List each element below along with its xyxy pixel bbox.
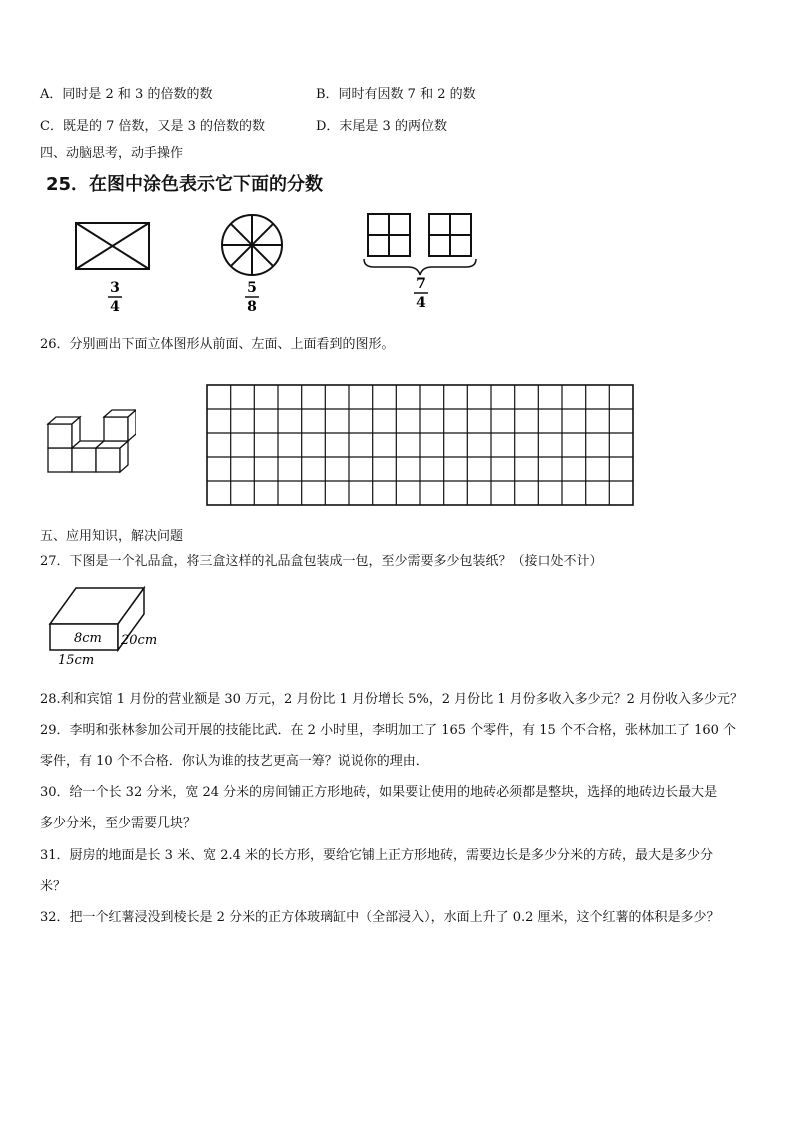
fraction-numerator: 7 [416,276,426,292]
gift-box-figure [44,584,174,668]
question-25-text: 25．在图中涂色表示它下面的分数 [46,174,324,195]
option-a: A．同时是 2 和 3 的倍数的数 [40,87,213,102]
question-27-text: 27．下图是一个礼品盒，将三盒这样的礼品盒包装成一包，至少需要多少包装纸？（接口处不计） [40,554,603,569]
dimension-width-label: 20cm [121,633,158,648]
circle-eight-sectors [222,215,282,275]
question-26-text: 26．分别画出下面立体图形从前面、左面、上面看到的图形。 [40,337,395,352]
question-28-text: 28.利和宾馆 1 月份的营业额是 30 万元，2 月份比 1 月份增长 5%，2 月份比 1 月份多收入多少元？2 月份收入多少元？ [40,692,744,707]
dimension-height-label: 8cm [74,631,102,646]
question-32-text: 32．把一个红薯浸没到棱长是 2 分米的正方体玻璃缸中（全部浸入），水面上升了 0.2 厘米，这个红薯的体积是多少？ [40,910,720,925]
fraction-3-4 [108,280,122,315]
drawing-grid [206,384,634,506]
two-quartered-squares [368,214,471,256]
brace [364,259,476,275]
fraction-numerator: 5 [247,280,257,296]
rectangle-with-diagonals [76,223,149,269]
fraction-denominator: 4 [416,295,426,311]
question-30-line-1: 30．给一个长 32 分米，宽 24 分米的房间铺正方形地砖，如果要让使用的地砖必须都是整块，选择的地砖边长最大是 [40,785,718,800]
question-30-line-2: 多少分米，至少需要几块？ [40,816,197,831]
option-c: C．既是的 7 倍数，又是 3 的倍数的数 [40,119,266,134]
section-5-title: 五、应用知识，解决问题 [40,529,184,544]
cube-stack-figure [44,404,136,476]
question-31-line-1: 31．厨房的地面是长 3 米、宽 2.4 米的长方形，要给它铺上正方形地砖，需要边长是多少分米的方砖，最大是多少分 [40,848,714,863]
option-d: D．末尾是 3 的两位数 [316,119,447,134]
dimension-length-label: 15cm [58,653,95,668]
option-b: B．同时有因数 7 和 2 的数 [316,87,476,102]
fraction-5-8 [245,280,259,315]
fraction-figures [44,205,500,317]
fraction-numerator: 3 [110,280,120,296]
fraction-7-4 [414,276,428,311]
question-29-line-1: 29．李明和张林参加公司开展的技能比武．在 2 小时里，李明加工了 165 个零件，有 15 个不合格，张林加工了 160 个 [40,723,737,738]
question-31-line-2: 米？ [40,879,67,894]
section-4-title: 四、动脑思考，动手操作 [40,146,184,161]
question-29-line-2: 零件，有 10 个不合格．你认为谁的技艺更高一筹？说说你的理由． [40,754,429,769]
fraction-denominator: 8 [247,299,257,315]
fraction-denominator: 4 [110,299,120,315]
